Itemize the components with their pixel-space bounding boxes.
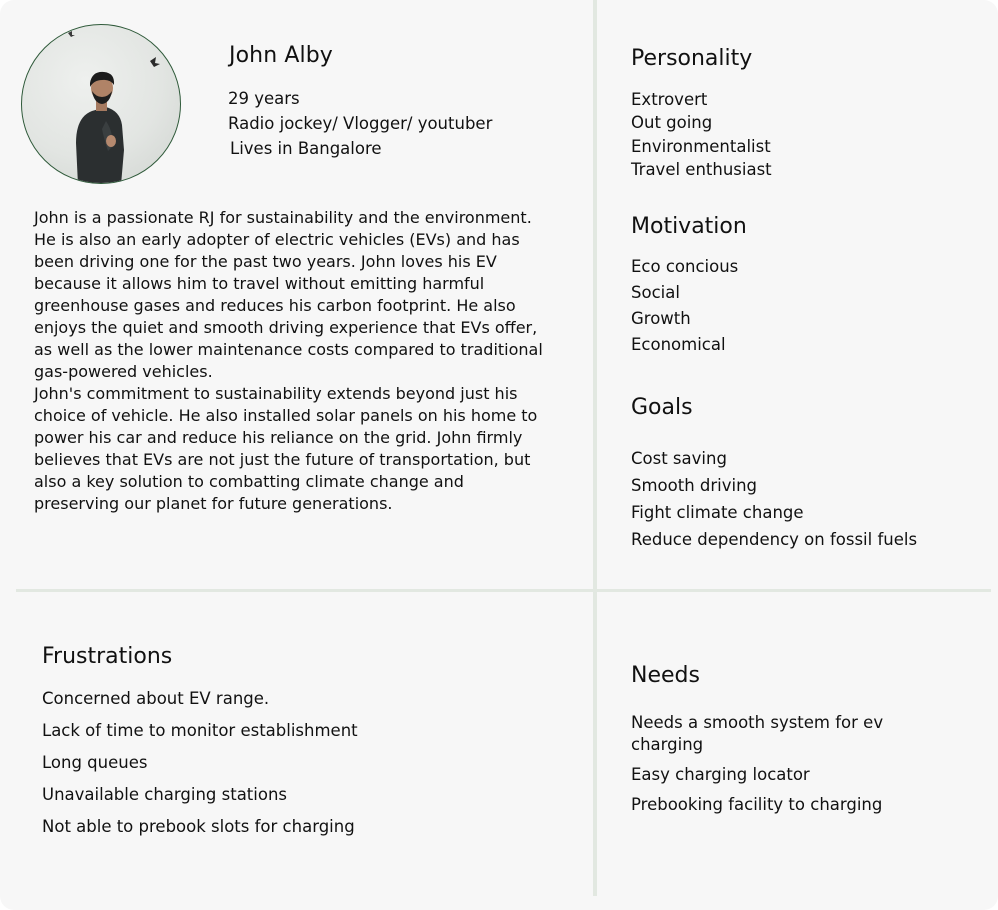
goals-list xyxy=(631,445,917,553)
needs-list xyxy=(631,712,931,824)
personality-list xyxy=(631,88,772,181)
persona-age: 29 years xyxy=(228,89,300,108)
motivation-title: Motivation xyxy=(631,214,747,239)
persona-name: John Alby xyxy=(229,43,333,68)
goals-title: Goals xyxy=(631,395,693,420)
list-item: Prebooking facility to charging xyxy=(631,795,883,814)
persona-meta xyxy=(228,86,492,161)
list-item: Out going xyxy=(631,113,713,133)
list-item: Concerned about EV range. xyxy=(42,689,270,708)
list-item: Environmentalist xyxy=(631,136,771,156)
list-item: Unavailable charging stations xyxy=(42,785,288,804)
avatar xyxy=(21,24,181,184)
list-item: Eco concious xyxy=(631,257,739,276)
person-portrait-icon xyxy=(22,25,180,183)
list-item: Smooth driving xyxy=(631,476,758,495)
persona-bio xyxy=(34,207,554,515)
persona-occupation: Radio jockey/ Vlogger/ youtuber xyxy=(228,114,493,133)
motivation-list xyxy=(631,254,738,358)
bio-paragraph: John's commitment to sustainability extends beyond just his choice of vehicle. He also installed solar panels on his home to power his car and reduce his reliance on the grid. John firmly believes that EVs are not just the future of transportation, but also a key solution to combatting climate change and preserving our planet for future generations. xyxy=(34,384,538,513)
frustrations-title: Frustrations xyxy=(42,644,173,669)
list-item: Extrovert xyxy=(631,90,708,109)
list-item: Long queues xyxy=(42,753,148,772)
list-item: Economical xyxy=(631,335,726,354)
frustrations-list xyxy=(42,683,358,843)
list-item: Travel enthusiast xyxy=(631,159,772,179)
list-item: Needs a smooth system for ev charging xyxy=(631,713,884,754)
horizontal-divider xyxy=(16,589,991,592)
list-item: Fight climate change xyxy=(631,503,804,522)
list-item: Lack of time to monitor establishment xyxy=(42,721,358,740)
bio-paragraph: John is a passionate RJ for sustainability and the environment. He is also an early adopter of electric vehicles (EVs) and has been driving one for the past two years. John loves his EV because it allows him to travel without emitting harmful greenhouse gases and reduces his carbon footprint. He also enjoys the quiet and smooth driving experience that EVs offer, as well as the lower maintenance costs compared to traditional gas-powered vehicles. xyxy=(34,208,543,381)
list-item: Growth xyxy=(631,309,691,328)
list-item: Easy charging locator xyxy=(631,765,810,784)
list-item: Not able to prebook slots for charging xyxy=(42,817,355,836)
vertical-divider xyxy=(593,0,597,896)
personality-title: Personality xyxy=(631,46,753,71)
needs-title: Needs xyxy=(631,663,700,688)
list-item: Reduce dependency on fossil fuels xyxy=(631,530,918,549)
list-item: Social xyxy=(631,283,680,302)
list-item: Cost saving xyxy=(631,449,727,468)
persona-location: Lives in Bangalore xyxy=(230,139,382,158)
